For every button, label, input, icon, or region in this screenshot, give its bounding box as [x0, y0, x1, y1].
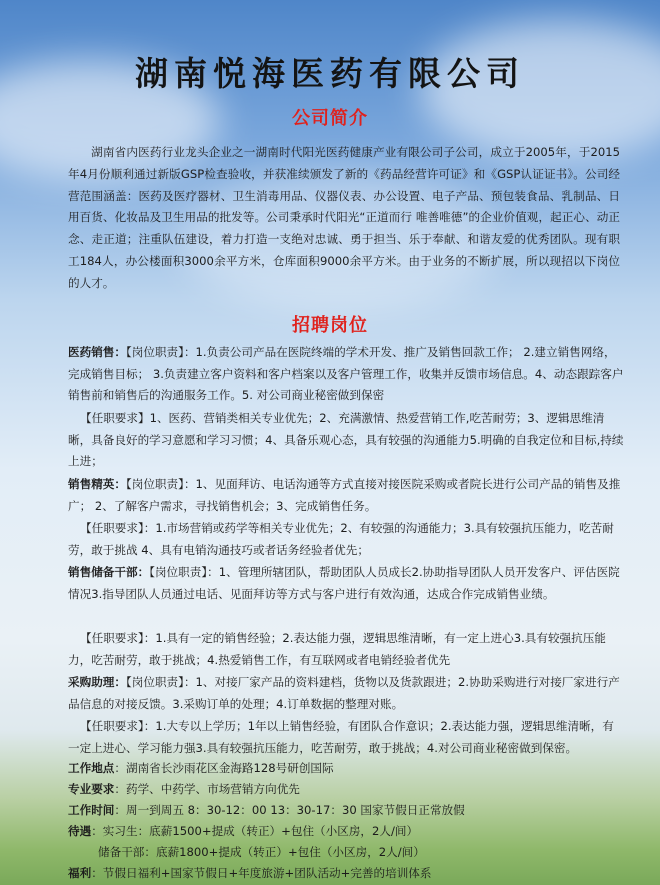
intro-paragraph — [68, 142, 620, 295]
req-text: 1、医药、营销类相关专业优先；2、充满激情、热爱营销工作,吃苦耐劳；3、逻辑思维清晰，具备良好的学习意愿和学习习惯；4、具备乐观心态，具有较强的沟通能力5.明确的自我定位和目标,持续上进； — [68, 411, 624, 469]
job-block — [68, 562, 624, 605]
duty-text: ：1、见面拜访、电话沟通等方式直接对接医院采购或者院长进行公司产品的销售及推广； 2、了解客户需求，寻找销售机会；3、完成销售任务。 — [68, 477, 621, 513]
req-text: ：1.市场营销或药学等相关专业优先；2、有较强的沟通能力；3.具有较强抗压能力，吃苦耐劳，敢于挑战 4、具有电销沟通技巧或者话务经验者优先； — [68, 521, 614, 557]
duty-text: ：1.负责公司产品在医院终端的学术开发、推广及销售回款工作； 2.建立销售网络，完成销售目标； 3.负责建立客户资料和客户档案以及客户管理工作，收集并反馈市场信息。4、动态跟踪客户销售前和销售后的沟通服务工作。5. 对公司商业秘密做到保密 — [68, 345, 624, 403]
req-label: 【任职要求】 — [80, 521, 144, 535]
req-label: 【任职要求】 — [80, 719, 144, 733]
jobs-heading: 招聘岗位 — [292, 315, 368, 336]
pay-intern — [68, 821, 418, 841]
info-value: ：实习生：底薪1500+提成（转正）+包住（小区房，2人/间） — [91, 824, 419, 838]
job-block — [68, 474, 624, 517]
req-text: ：1.具有一定的销售经验；2.表达能力强，逻辑思维清晰，有一定上进心3.具有较强抗压能力，吃苦耐劳，敢于挑战；4.热爱销售工作，有互联网或者电销经验者优先 — [68, 631, 606, 667]
job-req-block — [68, 408, 624, 473]
info-value: ：周一到周五 8：30-12：00 13：30-17：30 国家节假日正常放假 — [114, 803, 465, 817]
duty-text: ：1、对接厂家产品的资料建档，货物以及货款跟进；2.协助采购进行对接厂家进行产品信息的对接反馈。3.采购订单的处理；4.订单数据的整理对账。 — [68, 675, 620, 711]
info-value: ：药学、中药学、市场营销方向优先 — [114, 782, 300, 796]
job-block — [68, 672, 624, 715]
job-req-block — [68, 628, 624, 671]
work-location — [68, 758, 334, 778]
pay-reserve-cadre — [98, 842, 425, 862]
info-value: ：湖南省长沙雨花区金海路128号研创国际 — [114, 761, 334, 775]
duty-text: ：1、管理所辖团队，帮助团队人员成长2.协助指导团队人员开发客户、评估医院情况3.指导团队人员通过电话、见面拜访等方式与客户进行有效沟通，达成合作完成销售业绩。 — [68, 565, 620, 601]
work-time — [68, 800, 465, 820]
info-label: 专业要求 — [68, 782, 115, 796]
job-req-block — [68, 518, 624, 561]
req-label: 【任职要求】 — [80, 631, 144, 645]
info-label: 福利 — [68, 866, 92, 880]
company-title: 湖南悦海医药有限公司 — [135, 54, 525, 93]
duty-label: 【岗位职责】 — [149, 565, 208, 579]
intro-heading: 公司简介 — [292, 108, 368, 129]
info-value: 储备干部：底薪1800+提成（转正）+包住（小区房，2人/间） — [98, 845, 425, 859]
job-req-block — [68, 716, 624, 759]
welfare — [68, 863, 432, 883]
req-label: 【任职要求】 — [80, 411, 150, 425]
job-name: 销售精英： — [68, 477, 126, 491]
job-name: 医药销售： — [68, 345, 126, 359]
info-label: 工作时间 — [68, 803, 115, 817]
info-value: ：节假日福利+国家节假日+年度旅游+团队活动+完善的培训体系 — [91, 866, 432, 880]
duty-label: 【岗位职责】 — [125, 477, 184, 491]
duty-label: 【岗位职责】 — [125, 675, 184, 689]
job-name: 采购助理： — [68, 675, 126, 689]
intro-text: 湖南省内医药行业龙头企业之一湖南时代阳光医药健康产业有限公司子公司，成立于2005年，于2015年4月份顺利通过新版GSP检查验收，并获准续颁发了新的《药品经营许可证》和《GSP认证证书》。公司经营范围涵盖：医药及医疗器材、卫生消毒用品、仪器仪表、办公设置、电子产品、预包装食品、乳制品、日用百货、化妆品及卫生用品的批发等。公司秉承时代阳光“正道而行 唯善唯德”的企业价值观，起正心、动正念、走正道；注重队伍建设，着力打造一支绝对忠诚、勇于担当、乐于奉献、和谐友爱的优秀团队。现有职工184人，办公楼面积3000余平方米，仓库面积9000余平方米。由于业务的不断扩展，所以现招以下岗位的人才。 — [68, 145, 620, 290]
info-label: 待遇 — [68, 824, 92, 838]
job-block — [68, 342, 624, 407]
major-requirement — [68, 779, 300, 799]
info-label: 工作地点 — [68, 761, 115, 775]
job-name: 销售储备干部： — [68, 565, 150, 579]
req-text: ：1.大专以上学历；1年以上销售经验，有团队合作意识；2.表达能力强，逻辑思维清晰，有一定上进心、学习能力强3.具有较强抗压能力，吃苦耐劳，敢于挑战；4.对公司商业秘密做到保密。 — [68, 719, 614, 755]
duty-label: 【岗位职责】 — [125, 345, 184, 359]
